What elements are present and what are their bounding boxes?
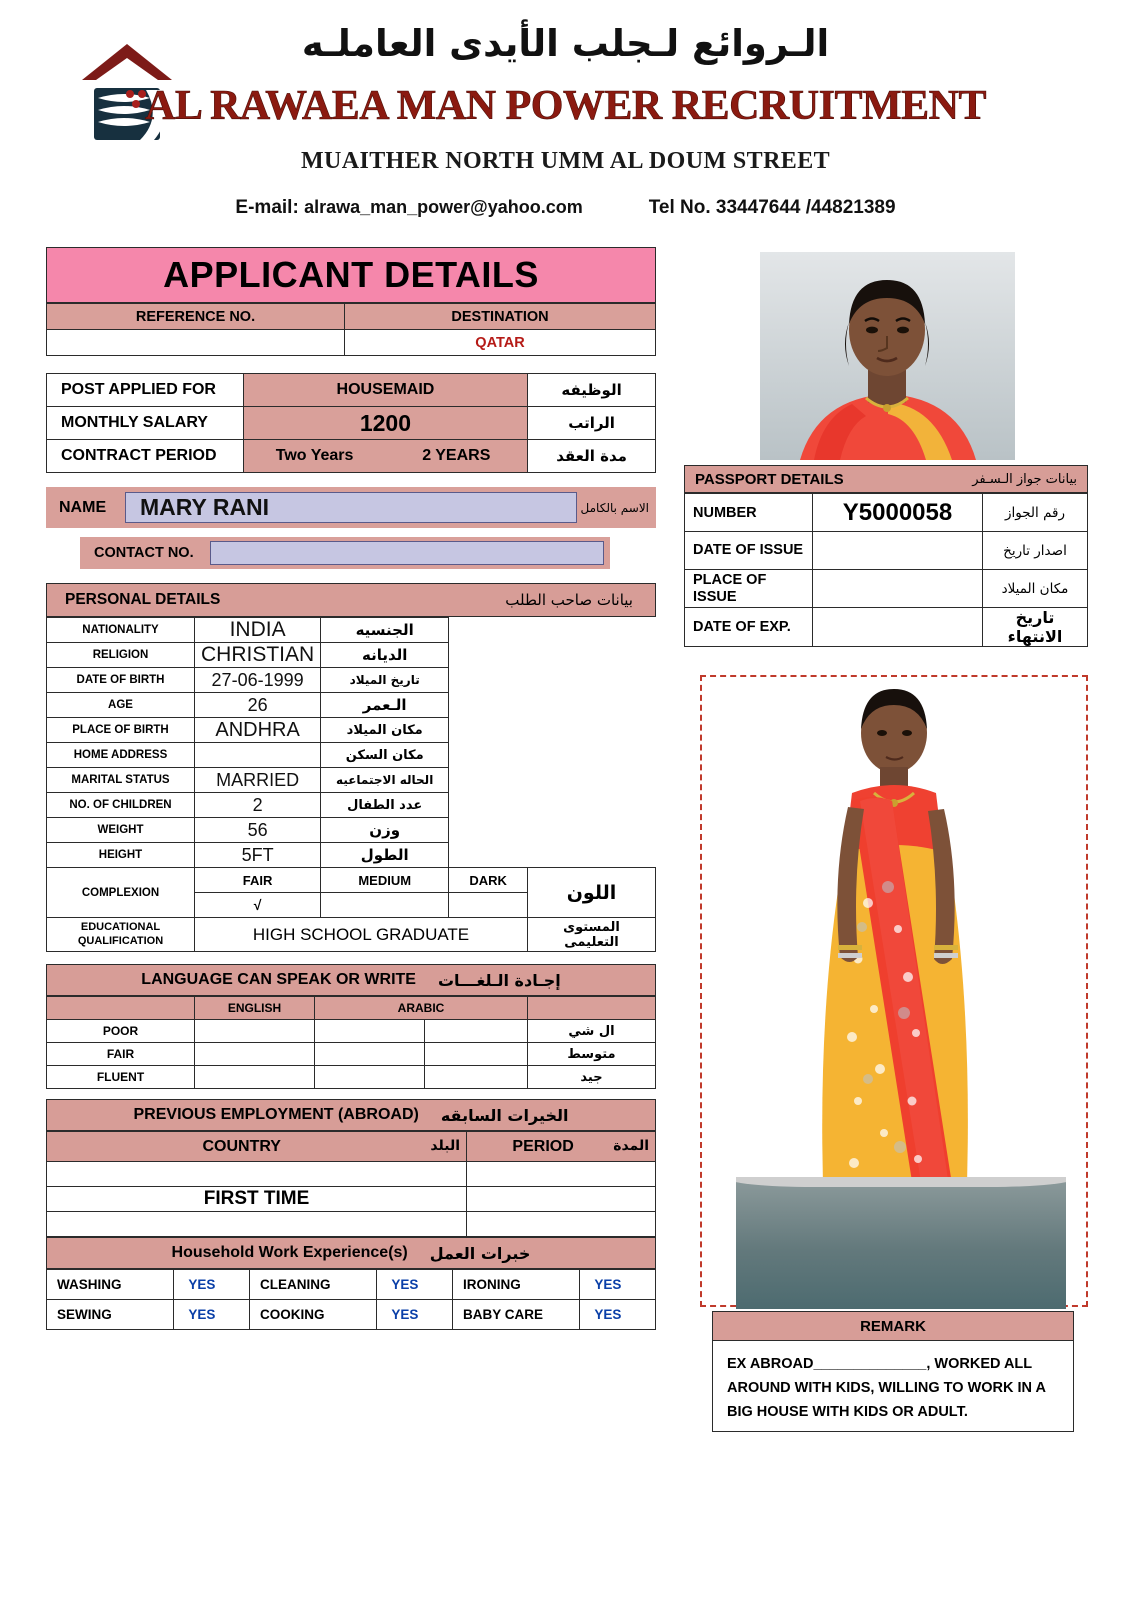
table-row xyxy=(47,1212,656,1237)
language-fair-arabic-mark[interactable] xyxy=(315,1043,425,1066)
name-row xyxy=(46,487,656,528)
table-row xyxy=(47,997,656,1020)
table-row xyxy=(685,570,1088,608)
prev-country-label: COUNTRY xyxy=(202,1137,281,1155)
household-label-cleaning: CLEANING xyxy=(249,1270,376,1300)
nationality-arabic: الجنسيه xyxy=(321,618,449,643)
post-applied-value[interactable]: HOUSEMAID xyxy=(243,374,527,407)
left-column xyxy=(46,247,656,1330)
remark-header: REMARK xyxy=(712,1311,1074,1341)
company-name: AL RAWAEA MAN POWER RECRUITMENT xyxy=(145,83,986,129)
education-arabic: المستوى التعليمى xyxy=(528,918,656,952)
table-row xyxy=(47,1187,656,1212)
place-of-birth-label: PLACE OF BIRTH xyxy=(47,718,195,743)
weight-value[interactable]: 56 xyxy=(195,818,321,843)
language-fair-english[interactable] xyxy=(195,1043,315,1066)
language-fluent-arabic-mark[interactable] xyxy=(315,1066,425,1089)
household-label-cooking: COOKING xyxy=(249,1300,376,1330)
table-row xyxy=(47,1132,656,1162)
household-label-sewing: SEWING xyxy=(47,1300,174,1330)
table-row xyxy=(47,1066,656,1089)
passport-expiry-value[interactable] xyxy=(813,608,983,647)
language-poor-english[interactable] xyxy=(195,1020,315,1043)
language-section xyxy=(46,964,656,1089)
children-arabic: عدد الطفال xyxy=(321,793,449,818)
passport-details-section xyxy=(684,465,1088,647)
table-row xyxy=(47,1020,656,1043)
table-row xyxy=(47,718,656,743)
prev-country-arabic: البلد xyxy=(430,1137,460,1154)
name-arabic: الاسم بالكامل xyxy=(580,500,649,515)
language-title: LANGUAGE CAN SPEAK OR WRITE xyxy=(141,971,416,988)
passport-expiry-label: DATE OF EXP. xyxy=(685,608,813,647)
post-details-table xyxy=(46,373,656,473)
table-row xyxy=(47,407,656,440)
language-table xyxy=(46,996,656,1089)
dob-label: DATE OF BIRTH xyxy=(47,668,195,693)
religion-label: RELIGION xyxy=(47,643,195,668)
table-row xyxy=(47,693,656,718)
post-applied-label: POST APPLIED FOR xyxy=(47,374,244,407)
personal-details-title: PERSONAL DETAILS xyxy=(65,591,221,608)
prev-country-row-1[interactable] xyxy=(47,1162,467,1187)
previous-employment-arabic-title: الخيرات السابقه xyxy=(440,1105,569,1125)
home-address-value[interactable] xyxy=(195,743,321,768)
office-street: MUAITHER NORTH UMM AL DOUM STREET xyxy=(300,148,831,174)
prev-country-row-2[interactable]: FIRST TIME xyxy=(47,1187,467,1212)
contract-period-value-alt: 2 YEARS xyxy=(422,447,491,464)
header-arabic-title: الـروائع لـجلب الأيدى العاملـه xyxy=(301,22,830,65)
table-row xyxy=(47,918,656,952)
table-row xyxy=(47,668,656,693)
household-value-cleaning[interactable]: YES xyxy=(377,1270,453,1300)
household-label-ironing: IRONING xyxy=(452,1270,579,1300)
reference-no-value[interactable] xyxy=(47,330,345,356)
table-row xyxy=(47,440,656,473)
language-level-fair: FAIR xyxy=(47,1043,195,1066)
table-row xyxy=(685,532,1088,570)
nationality-value[interactable]: INDIA xyxy=(195,618,321,643)
table-row xyxy=(47,818,656,843)
household-value-cooking[interactable]: YES xyxy=(377,1300,453,1330)
table-row xyxy=(47,1300,656,1330)
passport-number-arabic: رقم الجواز xyxy=(983,494,1088,532)
language-arabic-title: إجـادة الـلغـــات xyxy=(437,970,561,990)
children-label: NO. OF CHILDREN xyxy=(47,793,195,818)
previous-employment-table xyxy=(46,1131,656,1237)
name-input[interactable]: MARY RANI xyxy=(125,492,577,523)
email-value: alrawa_man_power@yahoo.com xyxy=(304,197,583,217)
prev-period-arabic: المدة xyxy=(613,1137,649,1154)
table-row xyxy=(685,608,1088,647)
language-fair-arabic: متوسط xyxy=(528,1043,656,1066)
passport-details-table xyxy=(684,493,1088,647)
passport-details-arabic: بيانات جواز الـسـفر xyxy=(972,471,1077,487)
personal-details-arabic: بيانات صاحب الطلب xyxy=(505,591,633,609)
passport-issue-date-label: DATE OF ISSUE xyxy=(685,532,813,570)
prev-period-row-2[interactable] xyxy=(467,1187,656,1212)
prev-period-label: PERIOD xyxy=(512,1137,574,1155)
language-header xyxy=(46,964,656,996)
marital-status-label: MARITAL STATUS xyxy=(47,768,195,793)
language-poor-arabic: ال شي xyxy=(528,1020,656,1043)
passport-number-value[interactable]: Y5000058 xyxy=(813,494,983,532)
nationality-label: NATIONALITY xyxy=(47,618,195,643)
religion-arabic: الديانه xyxy=(321,643,449,668)
passport-details-title: PASSPORT DETAILS xyxy=(695,470,844,488)
household-label-washing: WASHING xyxy=(47,1270,174,1300)
household-arabic-title: خبرات العمل xyxy=(429,1243,531,1263)
household-value-sewing[interactable]: YES xyxy=(174,1300,250,1330)
passport-details-header xyxy=(684,465,1088,493)
contract-period-label: CONTRACT PERIOD xyxy=(47,440,244,473)
marital-status-value[interactable]: MARRIED xyxy=(195,768,321,793)
place-of-birth-arabic: مكان الميلاد xyxy=(321,718,449,743)
prev-period-row-1[interactable] xyxy=(467,1162,656,1187)
household-value-washing[interactable]: YES xyxy=(174,1270,250,1300)
passport-issue-date-arabic: اصدار تاريخ xyxy=(983,532,1088,570)
household-label-babycare: BABY CARE xyxy=(452,1300,579,1330)
prev-country-row-3[interactable] xyxy=(47,1212,467,1237)
contract-period-values[interactable] xyxy=(243,440,527,473)
household-title: Household Work Experience(s) xyxy=(171,1244,408,1261)
table-row xyxy=(47,793,656,818)
telephone-value: Tel No. 33447644 /44821389 xyxy=(648,197,896,218)
personal-details-table xyxy=(46,617,656,952)
table-row xyxy=(47,843,656,868)
passport-issue-place-arabic: مكان الميلاد xyxy=(983,570,1088,608)
complexion-option-medium: MEDIUM xyxy=(321,868,449,893)
age-label: AGE xyxy=(47,693,195,718)
header-contact-row xyxy=(0,197,1131,219)
table-row xyxy=(47,374,656,407)
education-label: EDUCATIONAL QUALIFICATION xyxy=(47,918,195,952)
height-arabic: الطول xyxy=(321,843,449,868)
dob-arabic: تاريخ الميلاد xyxy=(321,668,449,693)
contact-no-row xyxy=(80,537,610,569)
education-value[interactable]: HIGH SCHOOL GRADUATE xyxy=(195,918,528,952)
table-row xyxy=(47,618,656,643)
applicant-portrait-photo xyxy=(760,252,1015,460)
table-row xyxy=(47,1162,656,1187)
passport-number-label: NUMBER xyxy=(685,494,813,532)
age-arabic: الـعمر xyxy=(321,693,449,718)
language-col-english: ENGLISH xyxy=(195,997,315,1020)
language-fluent-arabic: جيد xyxy=(528,1066,656,1089)
complexion-label: COMPLEXION xyxy=(47,868,195,918)
household-value-babycare[interactable]: YES xyxy=(580,1300,656,1330)
table-row xyxy=(47,768,656,793)
prev-country-header xyxy=(47,1132,467,1162)
contract-period-arabic: مدة العقد xyxy=(528,440,656,473)
complexion-mark-dark[interactable] xyxy=(449,893,528,918)
email-label: E-mail: xyxy=(235,197,299,218)
language-level-fluent: FLUENT xyxy=(47,1066,195,1089)
complexion-arabic: اللون xyxy=(528,868,656,918)
language-level-poor: POOR xyxy=(47,1020,195,1043)
destination-value[interactable]: QATAR xyxy=(345,330,656,356)
language-col-arabic: ARABIC xyxy=(315,997,528,1020)
passport-issue-date-value[interactable] xyxy=(813,532,983,570)
home-address-arabic: مكان السكن xyxy=(321,743,449,768)
household-table xyxy=(46,1269,656,1330)
complexion-mark-medium[interactable] xyxy=(321,893,449,918)
contract-period-value: Two Years xyxy=(275,447,354,464)
post-applied-arabic: الوظيفه xyxy=(528,374,656,407)
passport-expiry-arabic: تاريخ الانتهاء xyxy=(983,608,1088,647)
monthly-salary-label: MONTHLY SALARY xyxy=(47,407,244,440)
prev-period-row-3[interactable] xyxy=(467,1212,656,1237)
religion-value[interactable]: CHRISTIAN xyxy=(195,643,321,668)
table-row xyxy=(685,494,1088,532)
previous-employment-header xyxy=(46,1099,656,1131)
personal-details-header xyxy=(46,583,656,617)
monthly-salary-arabic: الراتب xyxy=(528,407,656,440)
weight-label: WEIGHT xyxy=(47,818,195,843)
complexion-mark-fair[interactable]: √ xyxy=(195,893,321,918)
weight-arabic: وزن xyxy=(321,818,449,843)
applicant-details-title: APPLICANT DETAILS xyxy=(46,247,656,303)
table-row xyxy=(47,1270,656,1300)
contact-no-label: CONTACT NO. xyxy=(94,545,194,561)
reference-destination-table xyxy=(46,303,656,356)
height-value[interactable]: 5FT xyxy=(195,843,321,868)
language-fluent-english[interactable] xyxy=(195,1066,315,1089)
scan-artifact-strip xyxy=(736,1177,1066,1309)
prev-period-header xyxy=(467,1132,656,1162)
table-row xyxy=(47,868,656,893)
marital-status-arabic: الحاله الاجتماعيه xyxy=(321,768,449,793)
previous-employment-title: PREVIOUS EMPLOYMENT (ABROAD) xyxy=(133,1106,419,1123)
place-of-birth-value[interactable]: ANDHRA xyxy=(195,718,321,743)
table-row xyxy=(47,643,656,668)
home-address-label: HOME ADDRESS xyxy=(47,743,195,768)
reference-no-label: REFERENCE NO. xyxy=(47,304,345,330)
monthly-salary-value[interactable]: 1200 xyxy=(243,407,527,440)
passport-issue-place-value[interactable] xyxy=(813,570,983,608)
language-poor-arabic-mark[interactable] xyxy=(315,1020,425,1043)
complexion-option-fair: FAIR xyxy=(195,868,321,893)
height-label: HEIGHT xyxy=(47,843,195,868)
document-header xyxy=(0,0,1131,240)
table-row xyxy=(47,743,656,768)
children-value[interactable]: 2 xyxy=(195,793,321,818)
complexion-option-dark: DARK xyxy=(449,868,528,893)
age-value[interactable]: 26 xyxy=(195,693,321,718)
name-label: NAME xyxy=(59,498,107,516)
destination-label: DESTINATION xyxy=(345,304,656,330)
household-header xyxy=(46,1237,656,1269)
contact-no-input[interactable] xyxy=(210,541,604,565)
remark-text: EX ABROAD______________, WORKED ALL AROUND WITH KIDS, WILLING TO WORK IN A BIG HOUSE WITH KIDS OR ADULT. xyxy=(712,1340,1074,1432)
household-value-ironing[interactable]: YES xyxy=(580,1270,656,1300)
dob-value[interactable]: 27-06-1999 xyxy=(195,668,321,693)
table-row xyxy=(47,1043,656,1066)
passport-issue-place-label: PLACE OF ISSUE xyxy=(685,570,813,608)
